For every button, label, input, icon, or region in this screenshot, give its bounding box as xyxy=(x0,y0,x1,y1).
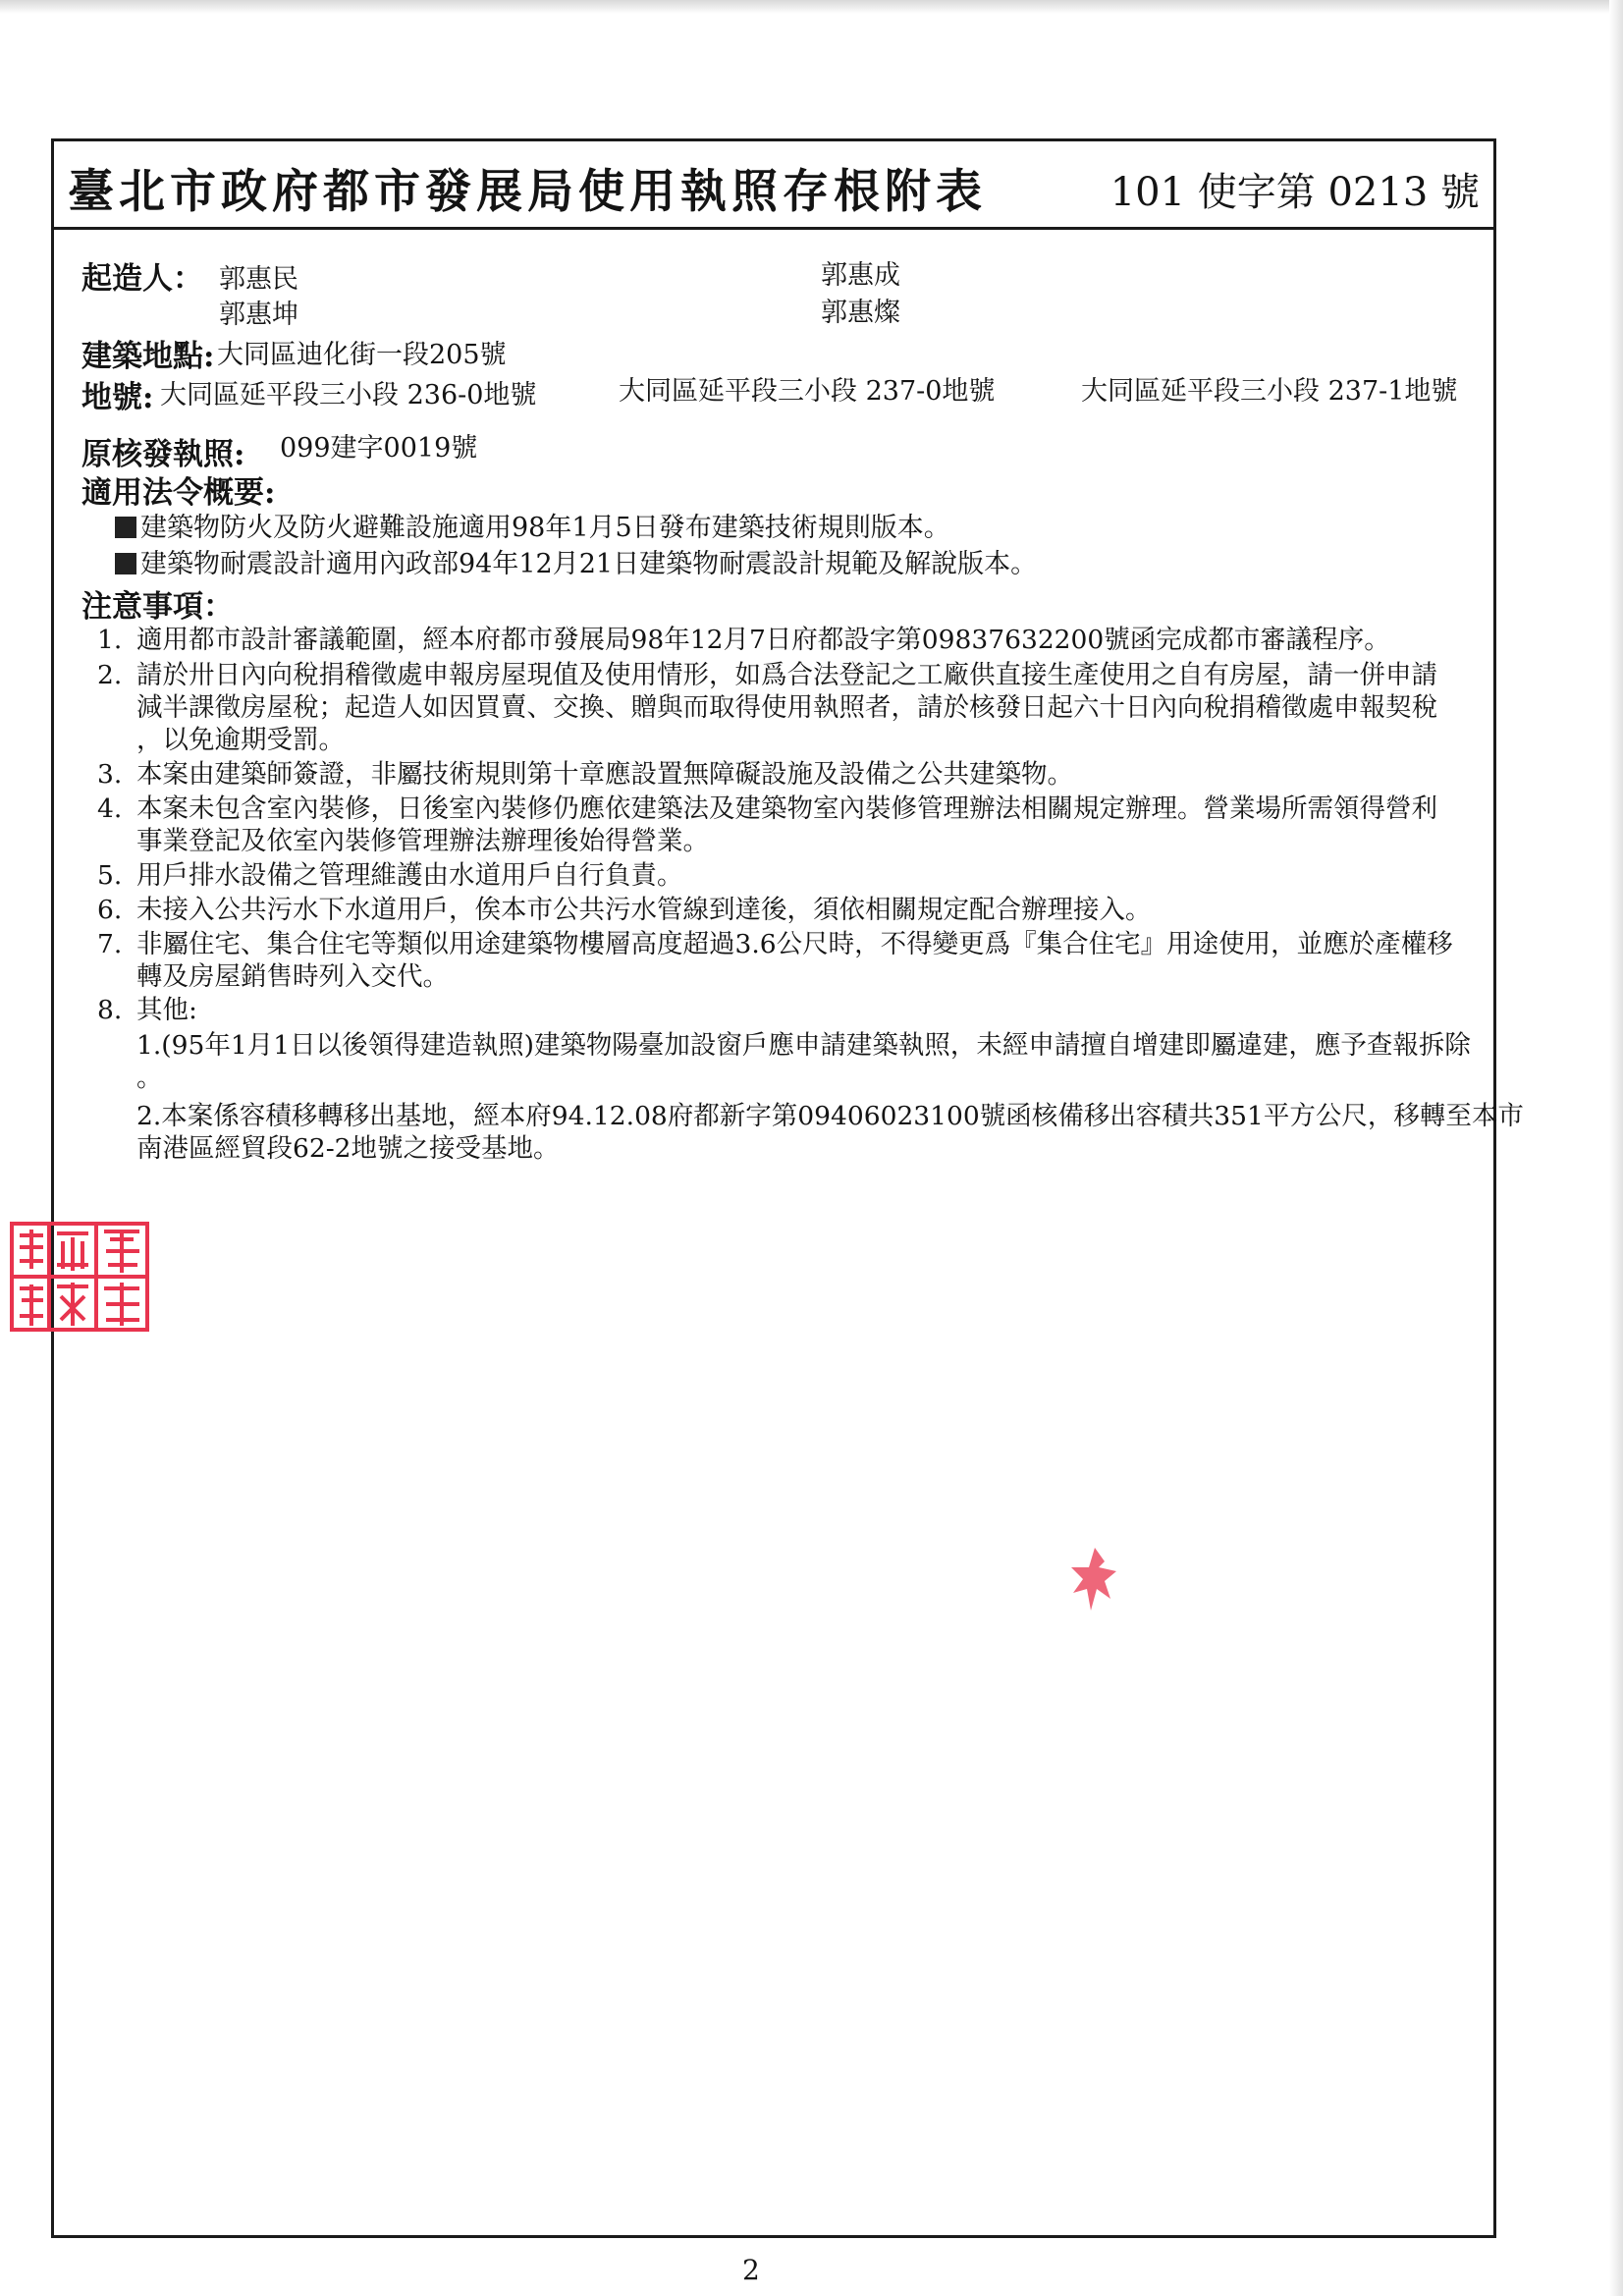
lot-label: 地號: xyxy=(81,380,154,415)
checkbox-filled-icon xyxy=(115,553,136,574)
lot-number: 大同區延平段三小段 237-0地號 xyxy=(619,376,996,407)
document-title: 臺北市政府都市發展局使用執照存根附表 xyxy=(68,165,987,219)
laws-label: 適用法令概要: xyxy=(81,475,276,511)
builder-name: 郭惠民 xyxy=(219,264,298,295)
permit-number: 101 使字第 0213 號 xyxy=(1109,170,1480,215)
original-license-label: 原核發執照: xyxy=(81,437,245,472)
page-number: 2 xyxy=(742,2254,760,2286)
checkbox-filled-icon xyxy=(115,517,136,538)
document-frame: 臺北市政府都市發展局使用執照存根附表 101 使字第 0213 號 起造人： 郭惠民 郭惠成 郭惠坤 郭惠燦 建築地點: 大同區迪化街一段205號 地號: 大同區延平段三小段 236-0地號 大同區延平段三小段 237-0地號 大同區延平段三小段 237-1地號 原核發執照: 099建字0019號 適用法令概要: 建築物防火及防火避難設施適用98年1月5日發布建築技術規則版本。 建築物耐震設計適用內政部94年12月21日建築物耐震設計規範及解說版本。 注意事項： 1. 適用都市設計審議範圍，經本府都市發展局98年12月7日府都設字第09837632200號函完成都市審議程序。 2. 請於卅日內向稅捐稽徵處申報房屋現值及使用情形，如爲合法登記之工廠供直接生產使用之自有房屋，請一併申請 減半課徵房屋稅；起造人如因買賣、交換、贈與而取得使用執照者，請於核發日起六十日內向稅捐稽徵處申報契稅 ，以免逾期受罰。 3. 本案由建築師簽證，非屬技術規則第十章應設置無障礙設施及設備之公共建築物。 4. 本案未包含室內裝修，日後室內裝修仍應依建築法及建築物室內裝修管理辦法相關規定辦理。營業場所需領得營利 事業登記及依室內裝修管理辦法辦理後始得營業。 5. 用戶排水設備之管理維護由水道用戶自行負責。 6. 未接入公共污水下水道用戶，俟本市公共污水管線到達後，須依相關規定配合辦理接入。 7. 非屬住宅、集合住宅等類似用途建築物樓層高度超過3.6公尺時，不得變更爲『集合住宅』用途使用，並應於產權移 轉及房屋銷售時列入交代。 8. 其他: 1.(95年1月1日以後領得建造執照)建築物陽臺加設窗戶應申請建築執照，未經申請擅自增建即屬違建，應予查報拆除 。 2.本案係容積移轉移出基地，經本府94.12.08府都新字第09406023100號函核備移出容積共351平方公尺，移轉至本市 南港區經貿段62-2地號之接受基地。 xyxy=(51,138,1496,2238)
builder-name: 郭惠坤 xyxy=(219,300,298,330)
builder-name: 郭惠燦 xyxy=(821,298,900,328)
builder-label: 起造人： xyxy=(81,261,203,297)
official-seal xyxy=(8,1218,151,1334)
notes-label: 注意事項： xyxy=(81,589,234,625)
law-item: 建築物防火及防火避難設施適用98年1月5日發布建築技術規則版本。 xyxy=(115,506,950,544)
law-item: 建築物耐震設計適用內政部94年12月21日建築物耐震設計規範及解說版本。 xyxy=(115,542,1037,580)
other-item: 2.本案係容積移轉移出基地，經本府94.12.08府都新字第09406023100號函核備移出容積共351平方公尺，移轉至本市 南港區經貿段62-2地號之接受基地。 xyxy=(136,1101,1524,1164)
site-address: 大同區迪化街一段205號 xyxy=(217,340,507,370)
original-license-number: 099建字0019號 xyxy=(280,433,478,464)
lot-number: 大同區延平段三小段 236-0地號 xyxy=(160,380,537,410)
ink-smudge xyxy=(1065,1542,1124,1620)
lot-number: 大同區延平段三小段 237-1地號 xyxy=(1081,376,1458,407)
other-item: 1.(95年1月1日以後領得建造執照)建築物陽臺加設窗戶應申請建築執照，未經申請擅自增建即屬違建，應予查報拆除 。 xyxy=(136,1030,1471,1093)
document-header xyxy=(54,141,1493,230)
scan-edge xyxy=(0,0,1623,14)
builder-name: 郭惠成 xyxy=(821,260,900,291)
scan-edge-right xyxy=(1609,0,1623,2296)
site-label: 建築地點: xyxy=(81,339,215,374)
